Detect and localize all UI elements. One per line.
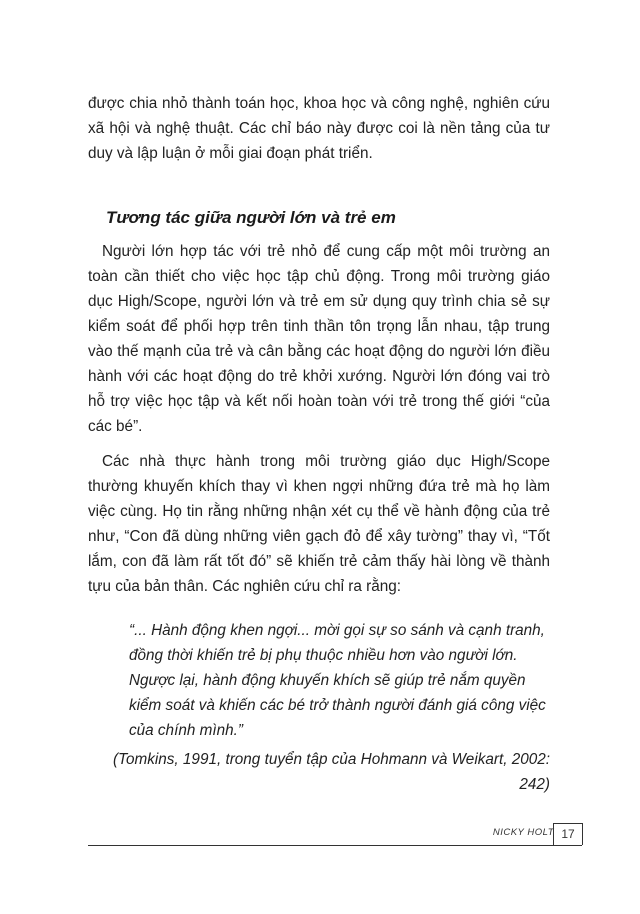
body-paragraph-1: Người lớn hợp tác với trẻ nhỏ để cung cấp một môi trường an toàn cần thiết cho việc học tập chủ động. Trong môi trường giáo dục High/Scope, người lớn và trẻ em sử dụng quy trình chia sẻ sự kiểm soát để phối hợp trên tinh thần tôn trọng lẫn nhau, tập trung vào thế mạnh của trẻ và cân bằng các hoạt động do người lớn điều hành với các hoạt động do trẻ khởi xướng. Người lớn đóng vai trò hỗ trợ việc học tập và kết nối hoàn toàn với trẻ trong thế giới “của các bé”. (88, 243, 550, 435)
intro-paragraph: được chia nhỏ thành toán học, khoa học và công nghệ, nghiên cứu xã hội và nghệ thuật. Các chỉ báo này được coi là nền tảng của tư duy và lập luận ở mỗi giai đoạn phát triển. (88, 95, 550, 162)
section-heading: Tương tác giữa người lớn và trẻ em (106, 208, 396, 227)
footer-author: NICKY HOLT (492, 827, 554, 838)
page-number: 17 (553, 823, 583, 845)
body-paragraph-2: Các nhà thực hành trong môi trường giáo dục High/Scope thường khuyến khích thay vì khen ngợi những đứa trẻ mà họ làm việc cùng. Họ tin rằng những nhận xét cụ thể về hành động của trẻ như, “Con đã dùng những viên gạch đỏ để xây tường” thay vì, “Tốt lắm, con đã làm rất tốt đó” sẽ khiến trẻ cảm thấy hài lòng về thành tựu của bản thân. Các nghiên cứu chỉ ra rằng: (88, 453, 550, 595)
quote-citation: (Tomkins, 1991, trong tuyển tập của Hohmann và Weikart, 2002: 242) (112, 751, 550, 793)
block-quote: “... Hành động khen ngợi... mời gọi sự so sánh và cạnh tranh, đồng thời khiến trẻ bị phụ thuộc nhiều hơn vào người lớn. Ngược lại, hành động khuyến khích sẽ giúp trẻ nắm quyền kiểm soát và khiến các bé trở thành người đánh giá công việc của chính mình.” (129, 622, 546, 739)
footer-rule (88, 845, 582, 846)
